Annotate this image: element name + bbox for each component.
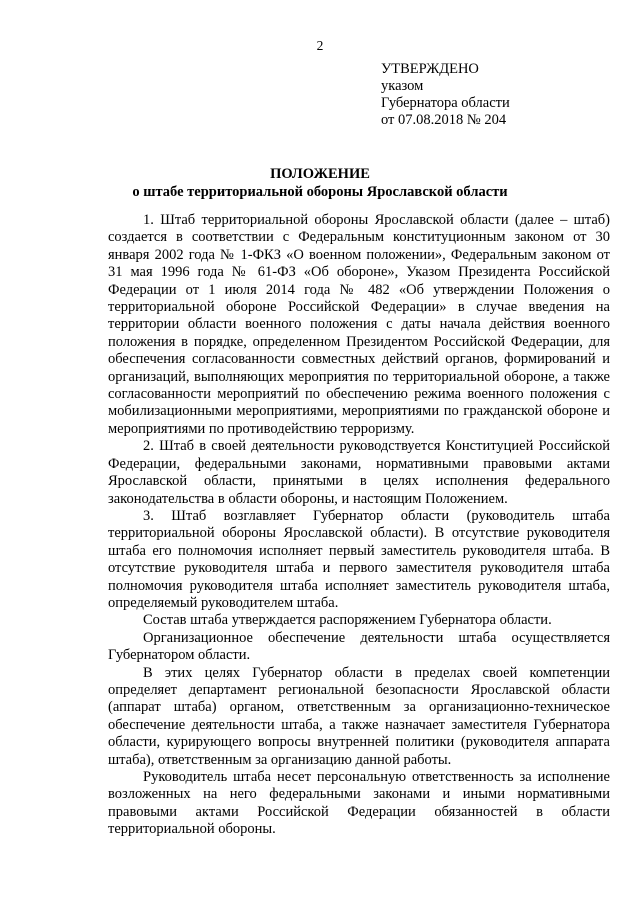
approval-line-governor: Губернатора области bbox=[381, 95, 510, 111]
document-title-block bbox=[0, 165, 640, 201]
page-number: 2 bbox=[316, 38, 324, 53]
paragraph-3: 3. Штаб возглавляет Губернатор области (руководитель штаба территориальной обороны Ярославской области). В отсутствие руководителя штаба его полномочия исполняет первый заместитель руководителя штаба. В отсутствие руководителя штаба и первого заместителя руководителя штаба полномочия руководителя штаба исполняет заместитель руководителя штаба, определяемый руководителем штаба. bbox=[108, 507, 610, 611]
paragraph-1: 1. Штаб территориальной обороны Ярославской области (далее – штаб) создается в соответствии с Федеральным конституционным законом от 30 января 2002 года № 1-ФКЗ «О военном положении», Федеральным законом от 31 мая 1996 года № 61-ФЗ «Об обороне», Указом Президента Российской Федерации от 1 июля 2014 года № 482 «Об утверждении Положения о территориальной обороне Российской Федерации» в случае введения на территории области военного положения с даты начала действия военного положения в порядке, определенном Президентом Российской Федерации, для обеспечения согласованности совместных действий органов, формирований и организаций, выполняющих мероприятия по территориальной обороне, а также согласованности мероприятий по обеспечению режима военного положения с мобилизационными мероприятиями, мероприятиями по гражданской обороне и мероприятиями по противодействию терроризму. bbox=[108, 212, 610, 437]
paragraph-6: В этих целях Губернатор области в пределах своей компетенции определяет департамент региональной безопасности Ярославской области (аппарат штаба) органом, ответственным за организационно-техническое обеспечение деятельности штаба, а также назначает заместителя Губернатора области, курирующего вопросы внутренней политики (руководителя аппарата штаба), ответственным за организацию данной работы. bbox=[108, 664, 610, 768]
paragraph-5: Организационное обеспечение деятельности штаба осуществляется Губернатором области. bbox=[108, 629, 610, 664]
document-heading: ПОЛОЖЕНИЕ bbox=[270, 166, 370, 182]
document-body bbox=[108, 212, 610, 839]
document-subheading: о штабе территориальной обороны Ярославской области bbox=[132, 184, 508, 200]
approval-stamp-block bbox=[381, 61, 621, 129]
approval-line-by-decree: указом bbox=[381, 78, 424, 94]
paragraph-2: 2. Штаб в своей деятельности руководствуется Конституцией Российской Федерации, федеральными законами, нормативными правовыми актами Ярославской области, принятыми в целях исполнения федерального законодательства в области обороны, и настоящим Положением. bbox=[108, 438, 610, 507]
approval-line-approved: УТВЕРЖДЕНО bbox=[381, 61, 479, 77]
paragraph-7: Руководитель штаба несет персональную ответственность за исполнение возложенных на него федеральными законами и иными нормативными правовыми актами Российской Федерации обязанностей в области территориальной обороны. bbox=[108, 769, 610, 838]
paragraph-4: Состав штаба утверждается распоряжением Губернатора области. bbox=[143, 612, 552, 629]
approval-line-date-number: от 07.08.2018 № 204 bbox=[381, 112, 507, 128]
